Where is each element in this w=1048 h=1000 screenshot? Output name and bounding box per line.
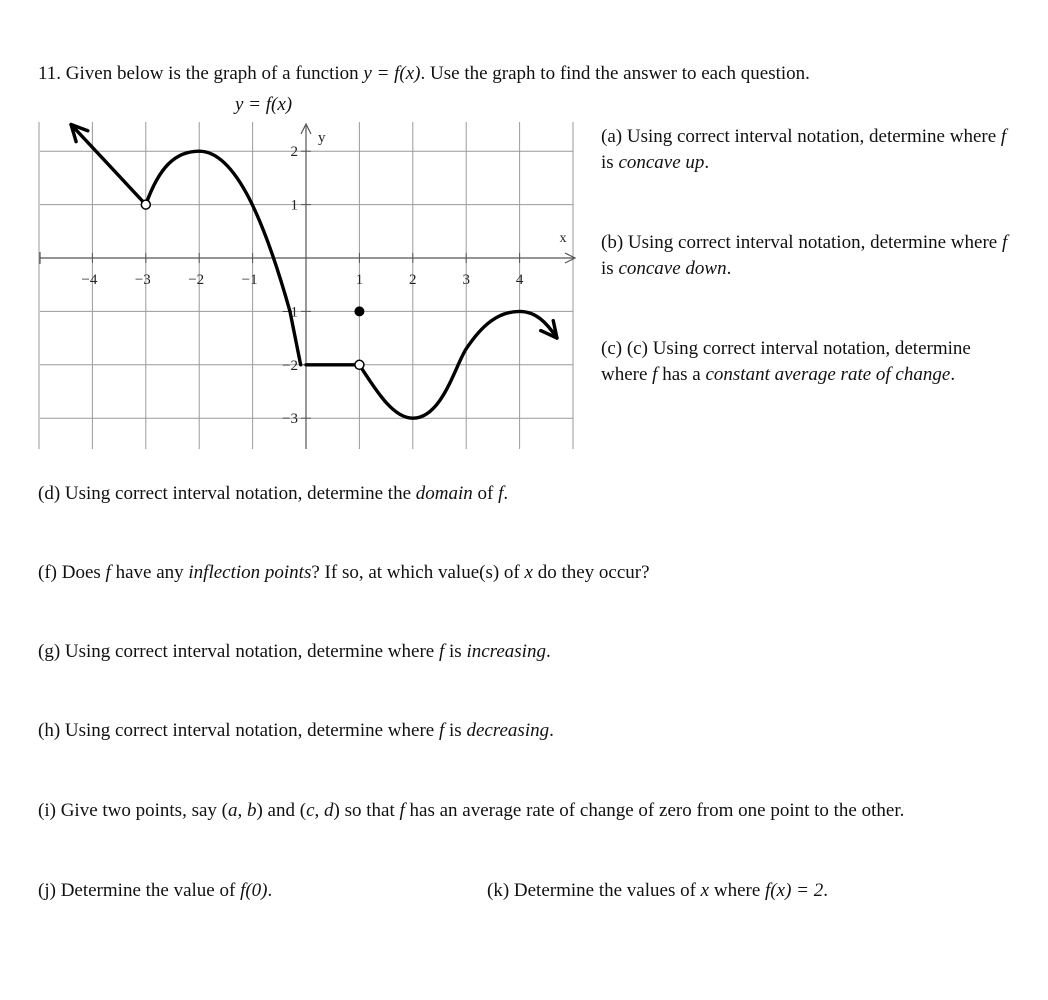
y-tick-label: 1 [290,197,298,214]
y-tick-label: −2 [282,357,298,374]
question-k: (k) Determine the values of x where f(x) = 2. [487,880,828,901]
tick-labels [81,130,566,427]
open-point [355,360,364,369]
x-tick-label: 4 [515,272,524,288]
question-d: (d) Using correct interval notation, determine the domain of f. [38,483,509,504]
open-point [141,200,150,209]
axes [40,124,575,449]
question-c: (c) (c) Using correct interval notation, determine where f has a constant average rate of change. [601,338,971,385]
x-axis-label: x [559,231,567,246]
y-axis-label: y [318,130,326,146]
problem-text-before: Given below is the graph of a function [65,63,359,84]
y-tick-label: −1 [282,304,298,321]
graph-label: y = f(x) [235,94,293,115]
x-tick-label: −2 [188,272,205,288]
x-tick-label: 2 [409,272,417,288]
problem-function: y = f(x) [363,63,421,84]
question-h: (h) Using correct interval notation, determine where f is decreasing. [38,720,554,741]
segment-arc-concave-down [146,151,290,311]
question-i: (i) Give two points, say (a, b) and (c, d) so that f has an average rate of change of zero from one point to the other. [38,800,905,821]
question-a: (a) Using correct interval notation, determine where f is concave up. [601,126,1007,173]
question-b: (b) Using correct interval notation, determine where f is concave down. [601,232,1008,279]
x-tick-label: 1 [355,272,364,288]
question-j: (j) Determine the value of f(0). [38,880,273,901]
x-tick-label: 3 [462,272,470,288]
question-g: (g) Using correct interval notation, determine where f is increasing. [38,641,551,662]
question-f: (f) Does f have any inflection points? If so, at which value(s) of x do they occur? [38,562,650,583]
problem-number: 11. [38,63,62,84]
closed-point [354,306,364,316]
x-tick-label: −1 [241,272,258,288]
problem-text-after: . Use the graph to find the answer to each question. [420,63,810,84]
y-tick-label: 2 [290,144,298,161]
y-tick-label: −3 [282,411,298,428]
x-tick-label: −3 [134,272,151,288]
segment-line-left [71,125,146,205]
x-tick-label: −4 [81,272,98,288]
